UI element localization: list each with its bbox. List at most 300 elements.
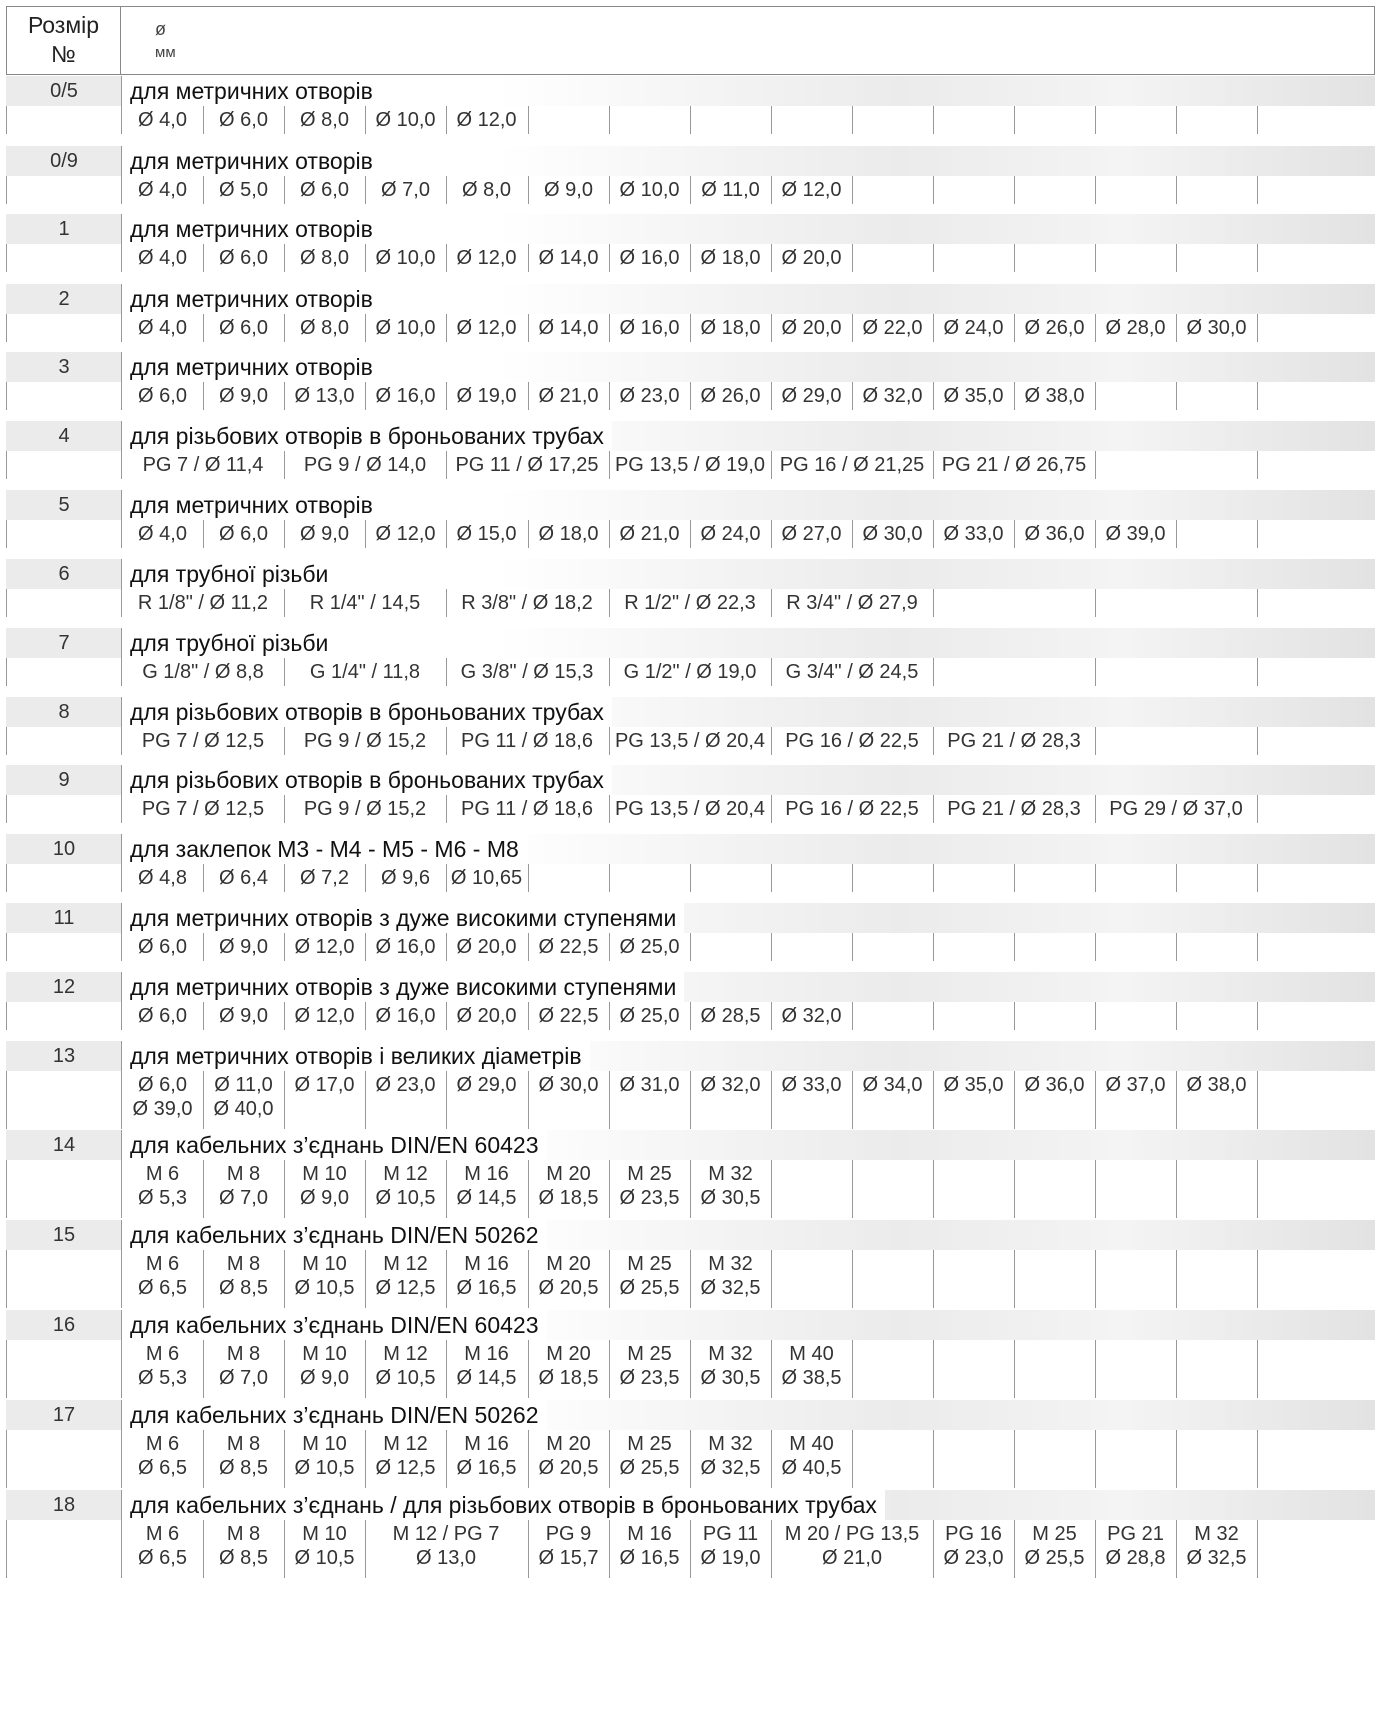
row-left-border xyxy=(6,106,7,134)
diameter-value: Ø 37,0 xyxy=(1105,1074,1166,1096)
table-row xyxy=(6,352,1375,410)
thread-size: M 20 / PG 13,5 xyxy=(784,1523,920,1545)
column-divider xyxy=(1257,727,1258,755)
row-title: для трубної різьби xyxy=(130,559,336,589)
diameter-value: Ø 26,0 xyxy=(1024,317,1085,339)
column-divider xyxy=(1176,933,1177,961)
column-divider xyxy=(1257,244,1258,272)
diameter-value: Ø 21,0 xyxy=(821,1547,883,1569)
diameter-value: PG 13,5 / Ø 19,0 xyxy=(614,454,766,476)
diameter-value: Ø 16,5 xyxy=(456,1277,517,1299)
diameter-value: Ø 25,5 xyxy=(619,1457,680,1479)
diameter-value: Ø 23,0 xyxy=(375,1074,436,1096)
column-divider xyxy=(933,1160,934,1218)
table-row xyxy=(6,1041,1375,1129)
column-divider xyxy=(933,864,934,892)
diameter-value: Ø 9,0 xyxy=(300,1187,349,1209)
thread-size: M 12 xyxy=(383,1253,428,1275)
diameter-value: PG 29 / Ø 37,0 xyxy=(1109,798,1243,820)
diameter-value: Ø 7,0 xyxy=(219,1187,268,1209)
column-divider xyxy=(771,1160,772,1218)
diameter-value: PG 21 / Ø 28,3 xyxy=(947,730,1081,752)
table-row xyxy=(6,1310,1375,1398)
row-title: для різьбових отворів в броньованих трубах xyxy=(130,765,612,795)
row-title: для метричних отворів xyxy=(130,352,381,382)
column-divider xyxy=(1095,1160,1096,1218)
diameter-value: PG 11 / Ø 18,6 xyxy=(461,730,593,752)
diameter-value: Ø 10,5 xyxy=(294,1277,355,1299)
size-number: 7 xyxy=(6,628,122,658)
diameter-value: Ø 7,0 xyxy=(219,1367,268,1389)
diameter-value: Ø 14,0 xyxy=(538,247,599,269)
diameter-value: Ø 9,0 xyxy=(219,936,268,958)
diameter-value: Ø 6,5 xyxy=(138,1457,187,1479)
table-row xyxy=(6,1130,1375,1218)
diameter-value: Ø 30,0 xyxy=(862,523,923,545)
title-band xyxy=(122,146,1375,176)
thread-size: M 8 xyxy=(226,1433,261,1455)
diameter-value: Ø 5,3 xyxy=(138,1187,187,1209)
table-row xyxy=(6,834,1375,892)
diameter-symbol: ø xyxy=(155,19,166,39)
diameter-value: Ø 9,0 xyxy=(219,385,268,407)
column-divider xyxy=(852,1430,853,1488)
row-title: для різьбових отворів в броньованих трубах xyxy=(130,421,612,451)
column-divider xyxy=(1014,176,1015,204)
column-divider xyxy=(1257,176,1258,204)
row-left-border xyxy=(6,1430,7,1488)
number-label: № xyxy=(51,41,76,67)
title-band xyxy=(122,1220,1375,1250)
row-left-border xyxy=(6,451,7,479)
size-number: 3 xyxy=(6,352,122,382)
diameter-value: Ø 35,0 xyxy=(943,1074,1004,1096)
column-divider xyxy=(933,1430,934,1488)
diameter-value: Ø 8,0 xyxy=(300,109,349,131)
row-left-border xyxy=(6,864,7,892)
diameter-value: Ø 12,0 xyxy=(456,109,517,131)
column-divider xyxy=(1095,1340,1096,1398)
size-number: 4 xyxy=(6,421,122,451)
column-divider xyxy=(1095,658,1096,686)
column-divider xyxy=(1257,933,1258,961)
diameter-value: Ø 12,0 xyxy=(781,179,842,201)
column-divider xyxy=(1257,1340,1258,1398)
diameter-value: Ø 32,0 xyxy=(781,1005,842,1027)
diameter-value: Ø 4,0 xyxy=(138,179,187,201)
diameter-value: Ø 16,5 xyxy=(619,1547,680,1569)
row-title: для метричних отворів xyxy=(130,146,381,176)
thread-size: M 10 xyxy=(302,1433,347,1455)
column-divider xyxy=(1095,589,1096,617)
diameter-value: Ø 8,5 xyxy=(219,1457,268,1479)
title-band xyxy=(122,1490,1375,1520)
thread-size: M 40 xyxy=(789,1433,834,1455)
column-divider xyxy=(1257,451,1258,479)
column-divider xyxy=(1095,933,1096,961)
title-band xyxy=(122,1041,1375,1071)
diameter-value: G 1/4" / 11,8 xyxy=(309,661,421,683)
diameter-value: PG 13,5 / Ø 20,4 xyxy=(614,798,766,820)
title-band xyxy=(122,1400,1375,1430)
diameter-value: Ø 9,6 xyxy=(381,867,430,889)
diameter-value: Ø 6,0 xyxy=(138,1074,187,1096)
diameter-value: Ø 32,5 xyxy=(1186,1547,1247,1569)
column-divider xyxy=(852,1340,853,1398)
diameter-value: Ø 6,0 xyxy=(219,247,268,269)
diameter-value: Ø 10,0 xyxy=(375,109,436,131)
diameter-value: Ø 39,0 xyxy=(1105,523,1166,545)
diameter-value: Ø 28,8 xyxy=(1105,1547,1166,1569)
thread-size: M 32 xyxy=(708,1163,753,1185)
thread-size: M 40 xyxy=(789,1343,834,1365)
column-divider xyxy=(933,244,934,272)
table-row xyxy=(6,697,1375,755)
row-title: для метричних отворів xyxy=(130,284,381,314)
diameter-value: Ø 4,0 xyxy=(138,523,187,545)
diameter-value: PG 7 / Ø 12,5 xyxy=(141,730,265,752)
column-divider xyxy=(852,1250,853,1308)
table-row xyxy=(6,1490,1375,1578)
diameter-value: Ø 21,0 xyxy=(538,385,599,407)
column-divider xyxy=(1095,244,1096,272)
column-divider xyxy=(1257,1160,1258,1218)
diameter-value: Ø 32,5 xyxy=(700,1457,761,1479)
diameter-value: Ø 29,0 xyxy=(781,385,842,407)
table-row xyxy=(6,421,1375,479)
thread-size: M 25 xyxy=(627,1253,672,1275)
column-divider xyxy=(1257,106,1258,134)
diameter-value: Ø 6,4 xyxy=(219,867,268,889)
table-row xyxy=(6,1220,1375,1308)
thread-size: M 8 xyxy=(226,1163,261,1185)
row-left-border xyxy=(6,176,7,204)
column-divider xyxy=(1257,1430,1258,1488)
row-left-border xyxy=(6,1340,7,1398)
column-divider xyxy=(852,864,853,892)
column-divider xyxy=(1014,1340,1015,1398)
row-title: для метричних отворів xyxy=(130,214,381,244)
diameter-value: Ø 32,5 xyxy=(700,1277,761,1299)
diameter-value: Ø 9,0 xyxy=(219,1005,268,1027)
size-number: 1 xyxy=(6,214,122,244)
thread-size: M 6 xyxy=(145,1343,180,1365)
diameter-value: Ø 10,5 xyxy=(375,1187,436,1209)
diameter-value: PG 11 / Ø 17,25 xyxy=(455,454,599,476)
diameter-value: Ø 6,0 xyxy=(219,109,268,131)
column-divider xyxy=(528,106,529,134)
diameter-value: Ø 5,3 xyxy=(138,1367,187,1389)
diameter-value: Ø 33,0 xyxy=(943,523,1004,545)
diameter-value: Ø 20,5 xyxy=(538,1457,599,1479)
diameter-value: Ø 21,0 xyxy=(619,523,680,545)
diameter-value: Ø 4,0 xyxy=(138,317,187,339)
size-number: 13 xyxy=(6,1041,122,1071)
diameter-value: Ø 18,0 xyxy=(700,247,761,269)
diameter-column-header xyxy=(155,17,176,65)
thread-size: M 25 xyxy=(627,1433,672,1455)
column-divider xyxy=(1095,727,1096,755)
diameter-value: Ø 23,0 xyxy=(619,385,680,407)
row-title: для метричних отворів xyxy=(130,76,381,106)
row-left-border xyxy=(6,1002,7,1030)
diameter-value: Ø 23,5 xyxy=(619,1187,680,1209)
diameter-value: Ø 15,7 xyxy=(538,1547,599,1569)
diameter-value: Ø 25,0 xyxy=(619,936,680,958)
diameter-value: Ø 4,8 xyxy=(138,867,187,889)
diameter-value: Ø 10,5 xyxy=(294,1457,355,1479)
diameter-value: Ø 8,0 xyxy=(462,179,511,201)
diameter-value: Ø 18,0 xyxy=(700,317,761,339)
diameter-value: Ø 33,0 xyxy=(781,1074,842,1096)
title-band xyxy=(122,903,1375,933)
thread-size: M 8 xyxy=(226,1523,261,1545)
diameter-value: PG 16 / Ø 21,25 xyxy=(779,454,925,476)
diameter-value: PG 9 / Ø 15,2 xyxy=(303,798,427,820)
diameter-value: Ø 6,0 xyxy=(219,523,268,545)
table-row xyxy=(6,559,1375,617)
diameter-value: Ø 10,0 xyxy=(375,317,436,339)
title-band xyxy=(122,834,1375,864)
table-header xyxy=(6,6,1375,75)
column-divider xyxy=(1095,106,1096,134)
title-band xyxy=(122,972,1375,1002)
column-divider xyxy=(933,1002,934,1030)
size-number: 6 xyxy=(6,559,122,589)
column-divider xyxy=(528,864,529,892)
diameter-value: Ø 29,0 xyxy=(456,1074,517,1096)
diameter-value: Ø 23,5 xyxy=(619,1367,680,1389)
diameter-value: Ø 19,0 xyxy=(700,1547,761,1569)
row-title: для метричних отворів і великих діаметрів xyxy=(130,1041,590,1071)
diameter-value: Ø 20,5 xyxy=(538,1277,599,1299)
diameter-value: R 1/2" / Ø 22,3 xyxy=(624,592,756,614)
diameter-value: G 3/8" / Ø 15,3 xyxy=(460,661,594,683)
column-divider xyxy=(1257,589,1258,617)
thread-size: M 12 xyxy=(383,1433,428,1455)
diameter-value: Ø 28,0 xyxy=(1105,317,1166,339)
row-left-border xyxy=(6,658,7,686)
thread-size: M 16 xyxy=(464,1433,509,1455)
column-divider xyxy=(1014,244,1015,272)
row-left-border xyxy=(6,1160,7,1218)
column-divider xyxy=(1176,1160,1177,1218)
diameter-value: R 3/4" / Ø 27,9 xyxy=(786,592,918,614)
diameter-value: Ø 25,5 xyxy=(1024,1547,1085,1569)
column-divider xyxy=(1257,382,1258,410)
thread-size: M 6 xyxy=(145,1433,180,1455)
row-left-border xyxy=(6,314,7,342)
column-divider xyxy=(771,1250,772,1308)
diameter-value: Ø 11,0 xyxy=(214,1074,273,1096)
diameter-value: Ø 36,0 xyxy=(1024,523,1085,545)
size-number: 15 xyxy=(6,1220,122,1250)
title-band xyxy=(122,490,1375,520)
thread-size: M 16 xyxy=(627,1523,672,1545)
thread-size: PG 21 xyxy=(1107,1523,1164,1545)
row-left-border xyxy=(6,1071,7,1129)
diameter-value: Ø 13,0 xyxy=(294,385,355,407)
diameter-value: PG 16 / Ø 22,5 xyxy=(785,730,919,752)
diameter-value: Ø 38,0 xyxy=(1186,1074,1247,1096)
diameter-value: R 1/8" / Ø 11,2 xyxy=(137,592,269,614)
diameter-value: Ø 20,0 xyxy=(456,1005,517,1027)
diameter-value: Ø 32,0 xyxy=(862,385,923,407)
column-divider xyxy=(1257,864,1258,892)
row-left-border xyxy=(6,244,7,272)
column-divider xyxy=(1176,176,1177,204)
column-divider xyxy=(933,1340,934,1398)
diameter-value: Ø 10,0 xyxy=(619,179,680,201)
size-number: 18 xyxy=(6,1490,122,1520)
size-number: 16 xyxy=(6,1310,122,1340)
diameter-value: Ø 16,0 xyxy=(619,247,680,269)
size-column-header xyxy=(7,7,121,74)
diameter-value: PG 9 / Ø 14,0 xyxy=(303,454,427,476)
column-divider xyxy=(933,1250,934,1308)
row-title: для кабельних з’єднань DIN/EN 50262 xyxy=(130,1220,547,1250)
thread-size: M 10 xyxy=(302,1163,347,1185)
diameter-value: Ø 12,0 xyxy=(456,317,517,339)
row-title: для кабельних з’єднань DIN/EN 60423 xyxy=(130,1130,547,1160)
table-row xyxy=(6,1400,1375,1488)
diameter-value: Ø 16,0 xyxy=(375,936,436,958)
thread-size: M 20 xyxy=(546,1163,591,1185)
size-number: 0/5 xyxy=(6,76,122,106)
diameter-value: R 1/4" / 14,5 xyxy=(309,592,421,614)
size-number: 12 xyxy=(6,972,122,1002)
thread-size: PG 9 xyxy=(545,1523,592,1545)
table-row xyxy=(6,284,1375,342)
column-divider xyxy=(1176,244,1177,272)
diameter-value: Ø 12,0 xyxy=(456,247,517,269)
diameter-value: Ø 25,0 xyxy=(619,1005,680,1027)
thread-size: M 6 xyxy=(145,1163,180,1185)
diameter-value: Ø 30,0 xyxy=(538,1074,599,1096)
column-divider xyxy=(1257,658,1258,686)
column-divider xyxy=(852,106,853,134)
table-row xyxy=(6,765,1375,823)
column-divider xyxy=(1014,933,1015,961)
column-divider xyxy=(1257,520,1258,548)
diameter-value: Ø 31,0 xyxy=(619,1074,680,1096)
column-divider xyxy=(1014,1430,1015,1488)
diameter-value: Ø 16,0 xyxy=(375,385,436,407)
diameter-value: Ø 15,0 xyxy=(456,523,517,545)
size-number: 5 xyxy=(6,490,122,520)
title-band xyxy=(122,1130,1375,1160)
thread-size: M 20 xyxy=(546,1433,591,1455)
column-divider xyxy=(1095,176,1096,204)
diameter-value: Ø 14,5 xyxy=(456,1367,517,1389)
diameter-value: Ø 12,0 xyxy=(375,523,436,545)
row-left-border xyxy=(6,1250,7,1308)
title-band xyxy=(122,214,1375,244)
thread-size: M 6 xyxy=(145,1523,180,1545)
diameter-value: Ø 18,0 xyxy=(538,523,599,545)
thread-size: M 32 xyxy=(1194,1523,1239,1545)
thread-size: M 12 / PG 7 xyxy=(392,1523,500,1545)
row-left-border xyxy=(6,382,7,410)
row-left-border xyxy=(6,795,7,823)
diameter-value: Ø 26,0 xyxy=(700,385,761,407)
column-divider xyxy=(1257,1002,1258,1030)
diameter-value: PG 7 / Ø 11,4 xyxy=(142,454,264,476)
row-left-border xyxy=(6,933,7,961)
column-divider xyxy=(933,176,934,204)
column-divider xyxy=(933,106,934,134)
column-divider xyxy=(1095,1430,1096,1488)
size-label: Розмір xyxy=(27,12,100,38)
thread-size: M 10 xyxy=(302,1253,347,1275)
thread-size: M 8 xyxy=(226,1343,261,1365)
thread-size: M 20 xyxy=(546,1343,591,1365)
diameter-value: Ø 9,0 xyxy=(544,179,593,201)
diameter-value: Ø 25,5 xyxy=(619,1277,680,1299)
thread-size: M 32 xyxy=(708,1343,753,1365)
column-divider xyxy=(1095,864,1096,892)
diameter-value: Ø 10,0 xyxy=(375,247,436,269)
column-divider xyxy=(852,244,853,272)
diameter-value: Ø 6,5 xyxy=(138,1547,187,1569)
thread-size: M 8 xyxy=(226,1253,261,1275)
diameter-value: Ø 22,5 xyxy=(538,1005,599,1027)
column-divider xyxy=(1257,1250,1258,1308)
diameter-value: Ø 20,0 xyxy=(456,936,517,958)
diameter-value: Ø 36,0 xyxy=(1024,1074,1085,1096)
thread-size: M 12 xyxy=(383,1343,428,1365)
column-divider xyxy=(1014,106,1015,134)
diameter-value: Ø 39,0 xyxy=(132,1098,193,1120)
column-divider xyxy=(1095,1002,1096,1030)
diameter-value: Ø 22,0 xyxy=(862,317,923,339)
row-left-border xyxy=(6,589,7,617)
column-divider xyxy=(1095,1250,1096,1308)
diameter-value: Ø 8,5 xyxy=(219,1547,268,1569)
diameter-value: Ø 34,0 xyxy=(862,1074,923,1096)
thread-size: PG 11 xyxy=(702,1523,759,1545)
thread-size: M 20 xyxy=(546,1253,591,1275)
table-row xyxy=(6,972,1375,1030)
diameter-value: Ø 19,0 xyxy=(456,385,517,407)
diameter-value: Ø 12,0 xyxy=(294,1005,355,1027)
diameter-value: Ø 9,0 xyxy=(300,523,349,545)
diameter-value: Ø 8,5 xyxy=(219,1277,268,1299)
column-divider xyxy=(1176,1430,1177,1488)
title-band xyxy=(122,765,1375,795)
column-divider xyxy=(852,1002,853,1030)
diameter-value: Ø 10,5 xyxy=(375,1367,436,1389)
thread-size: M 32 xyxy=(708,1433,753,1455)
table-row xyxy=(6,903,1375,961)
column-divider xyxy=(1095,382,1096,410)
diameter-value: Ø 24,0 xyxy=(700,523,761,545)
diameter-value: Ø 28,5 xyxy=(700,1005,761,1027)
row-title: для різьбових отворів в броньованих трубах xyxy=(130,697,612,727)
column-divider xyxy=(771,864,772,892)
table-row xyxy=(6,76,1375,134)
diameter-value: Ø 6,0 xyxy=(138,1005,187,1027)
diameter-value: Ø 16,5 xyxy=(456,1457,517,1479)
thread-size: M 16 xyxy=(464,1343,509,1365)
diameter-value: Ø 13,0 xyxy=(415,1547,477,1569)
thread-size: M 32 xyxy=(708,1253,753,1275)
column-divider xyxy=(771,106,772,134)
diameter-value: PG 13,5 / Ø 20,4 xyxy=(614,730,766,752)
thread-size: M 12 xyxy=(383,1163,428,1185)
diameter-value: Ø 12,5 xyxy=(375,1277,436,1299)
column-divider xyxy=(933,933,934,961)
